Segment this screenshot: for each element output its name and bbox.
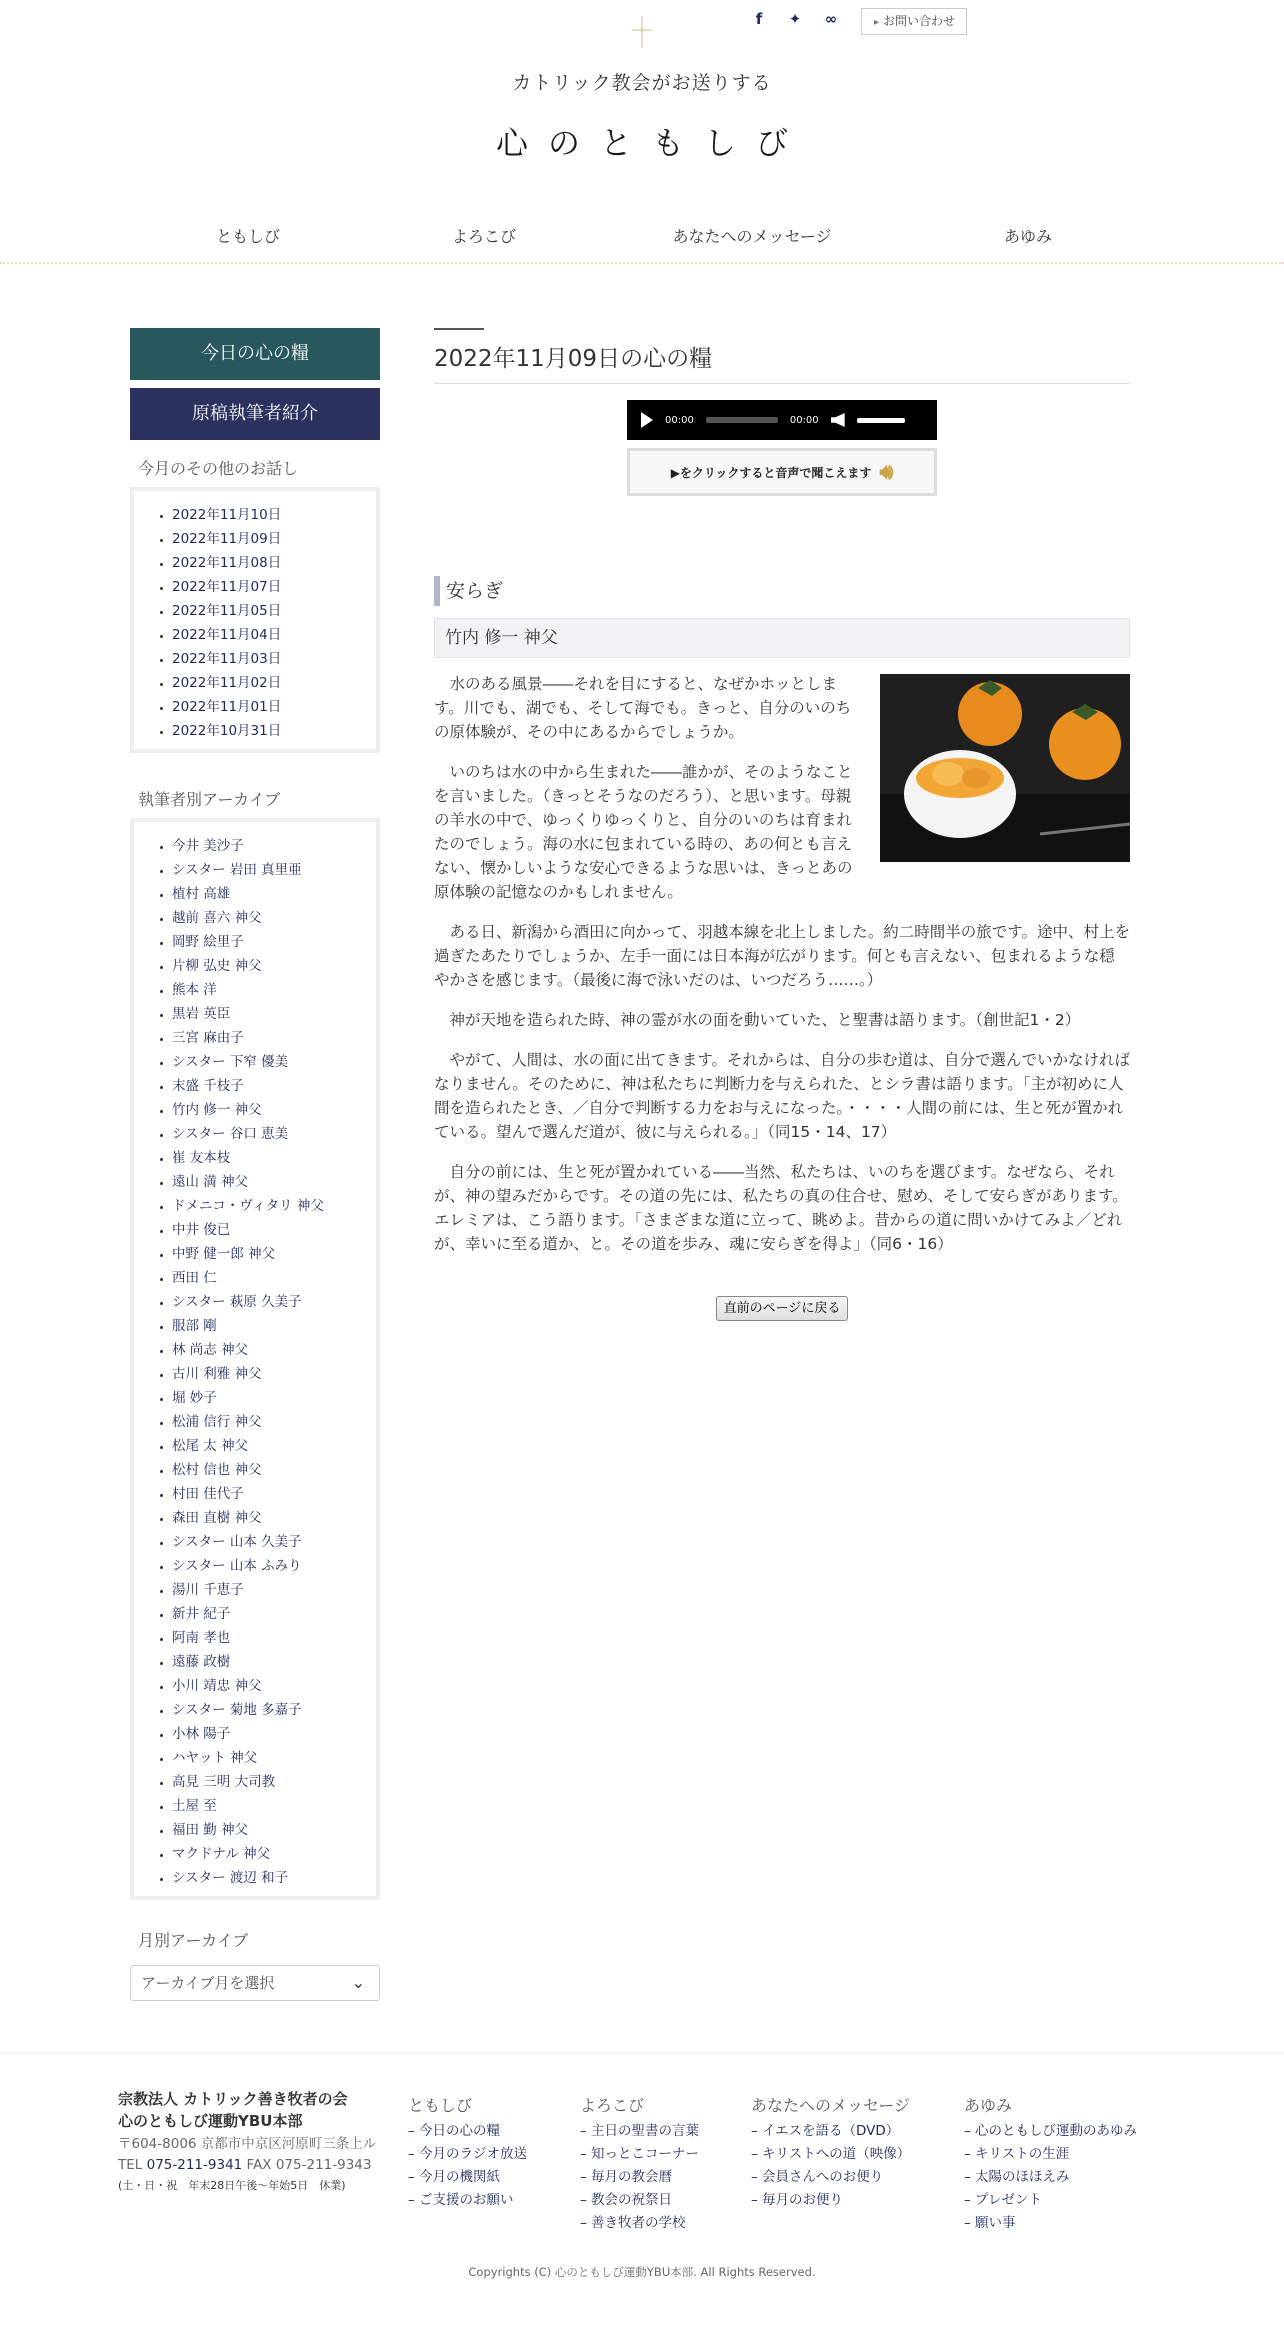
writer-link[interactable]: • 松浦 信行 神父 xyxy=(172,1410,368,1434)
footer-link[interactable]: – 善き牧者の学校 xyxy=(580,2215,686,2231)
post-title: 2022年11月09日の心の糧 xyxy=(434,340,1130,384)
writer-link[interactable]: • 林 尚志 神父 xyxy=(172,1338,368,1362)
tel-number[interactable]: 075-211-9341 xyxy=(146,2157,243,2173)
other-story-link[interactable]: • 2022年10月31日 xyxy=(172,719,368,743)
other-story-link[interactable]: • 2022年11月05日 xyxy=(172,599,368,623)
org-phone xyxy=(118,2155,388,2176)
sidebar xyxy=(130,328,380,2001)
audio-player xyxy=(627,400,937,440)
footer-col-yorokobi xyxy=(580,2094,699,2235)
section-heading: 安らぎ xyxy=(434,576,1130,606)
other-story-link[interactable]: • 2022年11月07日 xyxy=(172,575,368,599)
footer-link[interactable]: – 会員さんへのお便り xyxy=(751,2169,884,2185)
play-icon[interactable] xyxy=(641,412,653,428)
paragraph: 水のある風景――それを目にすると、なぜかホッとします。川でも、湖でも、そして海でも。きっと、自分のいのちの原体験が、その中にあるからでしょうか。 xyxy=(434,675,852,741)
main-content xyxy=(434,328,1130,1321)
footer-link[interactable]: – プレゼント xyxy=(964,2192,1043,2208)
footer-link[interactable]: – 主日の聖書の言葉 xyxy=(580,2123,700,2139)
org-hours: (土・日・祝 年末28日午後〜年始5日 休業) xyxy=(118,2179,346,2192)
volume-slider[interactable] xyxy=(857,418,905,423)
chevron-down-icon: ⌄ xyxy=(351,1973,365,1992)
writer-link[interactable]: • 森田 直樹 神父 xyxy=(172,1506,368,1530)
writer-link[interactable]: • シスター 山本 久美子 xyxy=(172,1530,368,1554)
writer-link[interactable]: • 阿南 孝也 xyxy=(172,1626,368,1650)
writer-link[interactable]: • 三宮 麻由子 xyxy=(172,1026,368,1050)
writer-link[interactable]: • ドメニコ・ヴィタリ 神父 xyxy=(172,1194,368,1218)
top-bar xyxy=(0,0,1284,60)
writer-link[interactable]: • 高見 三明 大司教 xyxy=(172,1770,368,1794)
contact-button[interactable]: ▸ お問い合わせ xyxy=(861,8,967,35)
writer-link[interactable]: • 西田 仁 xyxy=(172,1266,368,1290)
listen-banner[interactable] xyxy=(627,448,937,496)
paragraph: 自分の前には、生と死が置かれている――当然、私たちは、いのちを選びます。なぜなら、それが、神の望みだからです。その道の先には、私たちの真の住合せ、慰め、そして安らぎがあります。エレミアは、こう語ります。「さまざまな道に立って、眺めよ。昔からの道に問いかけてみよ／どれが、幸いに至る道か、と。その道を歩み、魂に安らぎを得よ」（同6・16） xyxy=(434,1163,1128,1253)
global-nav xyxy=(130,224,1154,247)
writer-link[interactable]: • 湯川 千恵子 xyxy=(172,1578,368,1602)
cross-logo-icon xyxy=(630,14,654,50)
other-stories-list xyxy=(158,503,368,743)
writer-link[interactable]: • シスター 渡辺 和子 xyxy=(172,1866,368,1890)
social-links xyxy=(750,10,840,28)
org-address: 〒604-8006 京都市中京区河原町三条上ル xyxy=(118,2136,377,2152)
nav-item-ayumi[interactable]: あゆみ xyxy=(1003,227,1052,246)
site-subtitle: カトリック教会がお送りする xyxy=(512,72,772,94)
writer-link[interactable]: • ハヤット 神父 xyxy=(172,1746,368,1770)
footer-link[interactable]: – 毎月の教会暦 xyxy=(580,2169,673,2185)
writer-link[interactable]: • マクドナル 神父 xyxy=(172,1842,368,1866)
footer-col-ayumi xyxy=(964,2094,1137,2235)
nav-item-message[interactable]: あなたへのメッセージ xyxy=(672,227,832,246)
article-body xyxy=(434,672,1130,1256)
nav-item-tomoshibi[interactable]: ともしび xyxy=(215,227,280,246)
footer-col-heading[interactable]: あなたへのメッセージ xyxy=(751,2096,911,2115)
paragraph: やがて、人間は、水の面に出てきます。それからは、自分の歩む道は、自分で選んでいかなければなりません。そのために、神は私たちに判断力を与えられた、とシラ書は語ります。「主が初めに人間を造られたとき、／自分で判断する力をお与えになった。・・・・人間の前には、生と死が置かれている。望んで選んだ道が、彼に与えられる。」（同15・14、17） xyxy=(434,1051,1130,1141)
footer-link[interactable]: – キリストへの道（映像） xyxy=(751,2146,911,2162)
writer-link[interactable]: • シスター 谷口 恵美 xyxy=(172,1122,368,1146)
writer-link[interactable]: • 土屋 至 xyxy=(172,1794,368,1818)
writer-link[interactable]: • 新井 紀子 xyxy=(172,1602,368,1626)
nav-divider xyxy=(0,262,1284,264)
writer-link[interactable]: • 遠山 満 神父 xyxy=(172,1170,368,1194)
persimmon-image xyxy=(880,674,1130,862)
footer-col-heading[interactable]: あゆみ xyxy=(964,2096,1013,2115)
footer-link[interactable]: – 今日の心の糧 xyxy=(408,2123,501,2139)
writer-archive-box xyxy=(130,818,380,1900)
monthly-archive-select[interactable] xyxy=(130,1965,380,2001)
footer-link[interactable]: – 願い事 xyxy=(964,2215,1016,2231)
footer-col-heading[interactable]: よろこび xyxy=(580,2096,645,2115)
other-story-link[interactable]: • 2022年11月01日 xyxy=(172,695,368,719)
footer-link[interactable]: – 今月の機関紙 xyxy=(408,2169,501,2185)
paragraph: ある日、新潟から酒田に向かって、羽越本線を北上しました。約二時間半の旅です。途中、村上を過ぎたあたりでしょうか、左手一面には日本海が広がります。何とも言えない、包まれるような穏やかさを感じます。（最後に海で泳いだのは、いつだろう……。） xyxy=(434,923,1130,989)
back-button[interactable]: 直前のページに戻る xyxy=(716,1296,848,1321)
footer-link[interactable]: – 心のともしび運動のあゆみ xyxy=(964,2123,1138,2139)
footer-link[interactable]: – キリストの生涯 xyxy=(964,2146,1070,2162)
writer-link[interactable]: • 今井 美沙子 xyxy=(172,834,368,858)
writer-link[interactable]: • 中井 俊已 xyxy=(172,1218,368,1242)
speaker-icon: 🔊︎ xyxy=(879,459,894,485)
footer-col-tomoshibi xyxy=(408,2094,527,2212)
footer-col-heading[interactable]: ともしび xyxy=(408,2096,473,2115)
writer-link[interactable]: • 古川 利雅 神父 xyxy=(172,1362,368,1386)
footer-col-message xyxy=(751,2094,910,2212)
paragraph: 神が天地を造られた時、神の霊が水の面を動いていた、と聖書は語ります。（創世記1・2） xyxy=(449,1011,1081,1029)
writer-link[interactable]: • 末盛 千枝子 xyxy=(172,1074,368,1098)
footer-link[interactable]: – 今月のラジオ放送 xyxy=(408,2146,528,2162)
footer-link[interactable]: – 知っとこコーナー xyxy=(580,2146,700,2162)
other-stories-heading: 今月のその他のお話し xyxy=(138,459,299,478)
writer-link[interactable]: • 村田 佳代子 xyxy=(172,1482,368,1506)
listen-label: ▶をクリックすると音声で聞こえます xyxy=(670,465,872,480)
writer-link[interactable]: • 植村 高雄 xyxy=(172,882,368,906)
facebook-icon[interactable]: f xyxy=(755,10,763,28)
audio-current-time: 00:00 xyxy=(665,414,694,426)
today-button[interactable]: 今日の心の糧 xyxy=(130,328,380,380)
monthly-archive-select-value: アーカイブ月を選択 xyxy=(141,1974,275,1992)
footer-link[interactable]: – 太陽のほほえみ xyxy=(964,2169,1070,2185)
writer-link[interactable]: • 竹内 修一 神父 xyxy=(172,1098,368,1122)
site-title[interactable]: 心のともしび xyxy=(495,124,808,162)
writer-link[interactable]: • 崔 友本枝 xyxy=(172,1146,368,1170)
writer-link[interactable]: • 小川 靖忠 神父 xyxy=(172,1674,368,1698)
footer-link[interactable]: – イエスを語る（DVD） xyxy=(751,2123,900,2139)
writer-link[interactable]: • 熊本 洋 xyxy=(172,978,368,1002)
other-story-link[interactable]: • 2022年11月08日 xyxy=(172,551,368,575)
audio-seek-bar[interactable] xyxy=(706,417,778,423)
writer-link[interactable]: • シスター 山本 ふみり xyxy=(172,1554,368,1578)
writer-link[interactable]: • シスター 萩原 久美子 xyxy=(172,1290,368,1314)
tel-label: TEL xyxy=(118,2157,143,2173)
org-sub-name: 心のともしび運動YBU本部 xyxy=(118,2112,303,2130)
writers-button[interactable]: 原稿執筆者紹介 xyxy=(130,388,380,440)
title-accent xyxy=(434,328,484,330)
author-name: 竹内 修一 神父 xyxy=(434,618,1130,658)
writer-link[interactable]: • シスター 菊地 多嘉子 xyxy=(172,1698,368,1722)
twitter-icon[interactable]: ✦ xyxy=(788,10,802,28)
writer-link[interactable]: • シスター 下窄 優美 xyxy=(172,1050,368,1074)
writer-link[interactable]: • シスター 岩田 真里亜 xyxy=(172,858,368,882)
writer-link[interactable]: • 遠藤 政樹 xyxy=(172,1650,368,1674)
writer-link[interactable]: • 中野 健一郎 神父 xyxy=(172,1242,368,1266)
writer-link[interactable]: • 福田 勤 神父 xyxy=(172,1818,368,1842)
other-story-link[interactable]: • 2022年11月10日 xyxy=(172,503,368,527)
writer-link[interactable]: • 岡野 絵里子 xyxy=(172,930,368,954)
nav-item-yorokobi[interactable]: よろこび xyxy=(451,227,516,246)
other-story-link[interactable]: • 2022年11月02日 xyxy=(172,671,368,695)
other-stories-box xyxy=(130,487,380,753)
footer-divider xyxy=(0,2052,1284,2053)
monthly-archive-heading: 月別アーカイブ xyxy=(138,1931,249,1950)
writer-link[interactable]: • 越前 喜六 神父 xyxy=(172,906,368,930)
footer-link[interactable]: – 毎月のお便り xyxy=(751,2192,844,2208)
writer-link[interactable]: • 小林 陽子 xyxy=(172,1722,368,1746)
writer-link[interactable]: • 片柳 弘史 神父 xyxy=(172,954,368,978)
footer-link[interactable]: – ご支援のお願い xyxy=(408,2192,514,2208)
fax-number: FAX 075-211-9343 xyxy=(246,2157,372,2173)
other-story-link[interactable]: • 2022年11月04日 xyxy=(172,623,368,647)
other-story-link[interactable]: • 2022年11月03日 xyxy=(172,647,368,671)
org-name: 宗教法人 カトリック善き牧者の会 xyxy=(118,2090,348,2108)
writer-link[interactable]: • 黒岩 英臣 xyxy=(172,1002,368,1026)
copyright: Copyrights (C) 心のともしび運動YBU本部. All Rights Reserved. xyxy=(468,2265,816,2279)
writer-link[interactable]: • 服部 剛 xyxy=(172,1314,368,1338)
writer-link[interactable]: • 松尾 太 神父 xyxy=(172,1434,368,1458)
writer-archive-heading: 執筆者別アーカイブ xyxy=(138,790,281,809)
writer-link[interactable]: • 松村 信也 神父 xyxy=(172,1458,368,1482)
audio-duration: 00:00 xyxy=(789,414,819,426)
footer-link[interactable]: – 教会の祝祭日 xyxy=(580,2192,673,2208)
paragraph: いのちは水の中から生まれた――誰かが、そのようなことを言いました。（きっとそうなのだろう）、と思います。母親の羊水の中で、ゆっくりゆっくりと、自分のいのちは育まれたのでしょう。海の水に包まれている時の、あの何とも言えない、懐かしいような安心できるような思いは、きっとあの原体験の記憶なのかもしれません。 xyxy=(434,763,853,901)
link-icon[interactable]: ∞ xyxy=(824,10,838,28)
org-info xyxy=(118,2088,388,2196)
writer-link[interactable]: • 堀 妙子 xyxy=(172,1386,368,1410)
writer-archive-list xyxy=(158,834,368,1890)
volume-icon[interactable] xyxy=(831,413,845,427)
other-story-link[interactable]: • 2022年11月09日 xyxy=(172,527,368,551)
